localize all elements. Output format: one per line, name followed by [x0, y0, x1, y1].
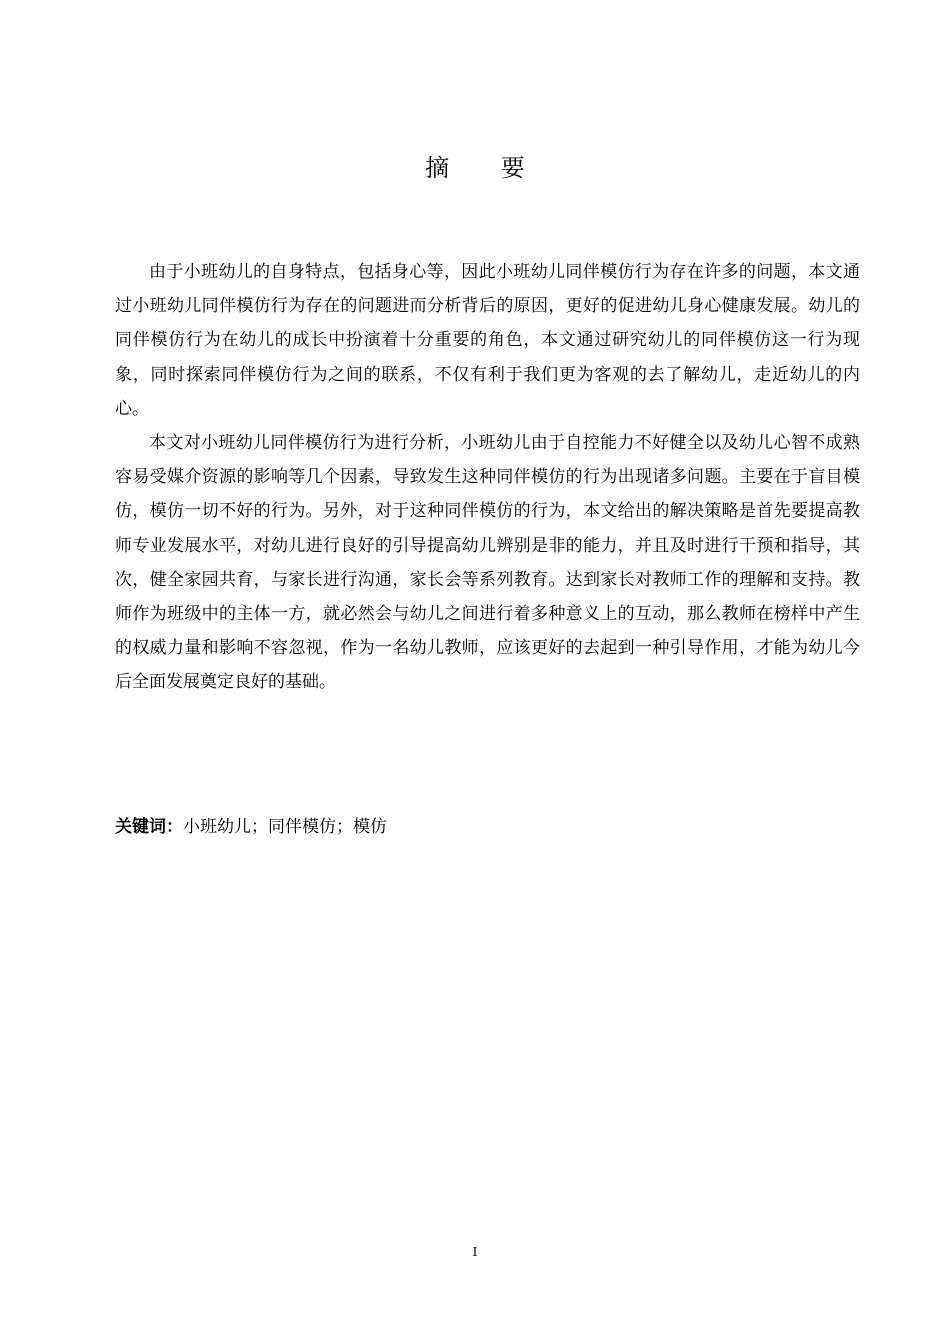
- abstract-paragraph-2: 本文对小班幼儿同伴模仿行为进行分析，小班幼儿由于自控能力不好健全以及幼儿心智不成熟容易受媒介资源的影响等几个因素，导致发生这种同伴模仿的行为出现诸多问题。主要在于盲目模仿，模仿一切不好的行为。另外，对于这种同伴模仿的行为，本文给出的解决策略是首先要提高教师专业发展水平，对幼儿进行良好的引导提高幼儿辨别是非的能力，并且及时进行干预和指导，其次，健全家园共育，与家长进行沟通，家长会等系列教育。达到家长对教师工作的理解和支持。教师作为班级中的主体一方，就必然会与幼儿之间进行着多种意义上的互动，那么教师在榜样中产生的权威力量和影响不容忽视，作为一名幼儿教师，应该更好的去起到一种引导作用，才能为幼儿今后全面发展奠定良好的基础。: [115, 433, 860, 693]
- keywords-label: 关键词：: [115, 817, 183, 837]
- page-number: I: [472, 1245, 478, 1259]
- abstract-title: 摘 要: [425, 154, 547, 182]
- abstract-body: [115, 255, 860, 700]
- keywords-text: 小班幼儿；同伴模仿；模仿: [183, 817, 387, 837]
- abstract-paragraph-1: 由于小班幼儿的自身特点，包括身心等，因此小班幼儿同伴模仿行为存在许多的问题，本文通过小班幼儿同伴模仿行为存在的问题进而分析背后的原因，更好的促进幼儿身心健康发展。幼儿的同伴模仿行为在幼儿的成长中扮演着十分重要的角色，本文通过研究幼儿的同伴模仿这一行为现象，同时探索同伴模仿行为之间的联系，不仅有利于我们更为客观的去了解幼儿，走近幼儿的内心。: [115, 262, 860, 419]
- keywords-line: [115, 812, 387, 842]
